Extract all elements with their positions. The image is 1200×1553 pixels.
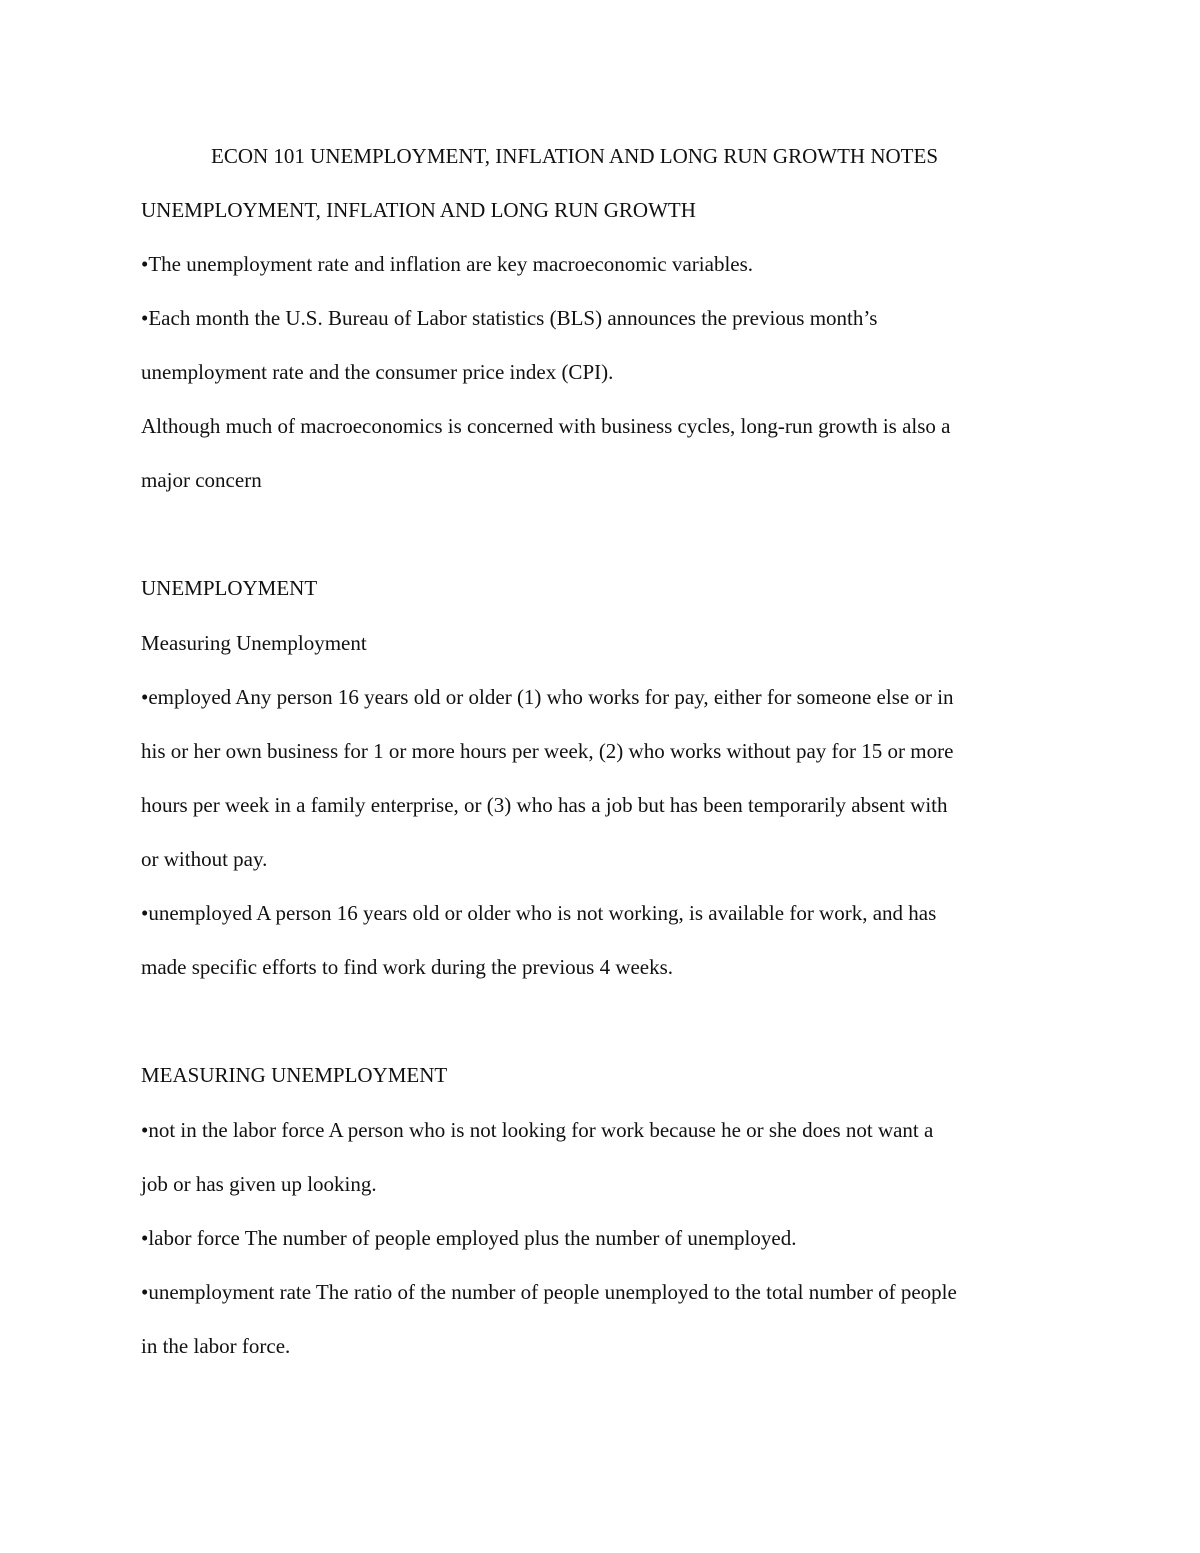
bullet-line: •unemployment rate The ratio of the number of people unemployed to the total number of people (141, 1280, 957, 1304)
bullet-line: •employed Any person 16 years old or older (1) who works for pay, either for someone else or in (141, 685, 954, 709)
subheading: Measuring Unemployment (141, 631, 367, 655)
text-line: Although much of macroeconomics is concerned with business cycles, long-run growth is also a (141, 414, 951, 438)
section-heading: UNEMPLOYMENT, INFLATION AND LONG RUN GROWTH (141, 198, 696, 222)
bullet-line: •not in the labor force A person who is not looking for work because he or she does not want a (141, 1118, 934, 1142)
bullet-line: •The unemployment rate and inflation are key macroeconomic variables. (141, 252, 754, 276)
text-line: unemployment rate and the consumer price index (CPI). (141, 360, 614, 384)
text-line: job or has given up looking. (141, 1172, 377, 1196)
bullet-line: •unemployed A person 16 years old or older who is not working, is available for work, and has (141, 901, 937, 925)
bullet-line: •Each month the U.S. Bureau of Labor statistics (BLS) announces the previous month’s (141, 306, 878, 330)
text-line: or without pay. (141, 847, 268, 871)
text-line: made specific efforts to find work during the previous 4 weeks. (141, 955, 674, 979)
document-title: ECON 101 UNEMPLOYMENT, INFLATION AND LONG RUN GROWTH NOTES (211, 144, 938, 168)
text-line: major concern (141, 468, 262, 492)
section-heading: MEASURING UNEMPLOYMENT (141, 1063, 448, 1087)
bullet-line: •labor force The number of people employed plus the number of unemployed. (141, 1226, 797, 1250)
text-line: in the labor force. (141, 1334, 291, 1358)
section-heading: UNEMPLOYMENT (141, 576, 318, 600)
text-line: hours per week in a family enterprise, or (3) who has a job but has been temporarily absent with (141, 793, 948, 817)
text-line: his or her own business for 1 or more hours per week, (2) who works without pay for 15 or more (141, 739, 954, 763)
